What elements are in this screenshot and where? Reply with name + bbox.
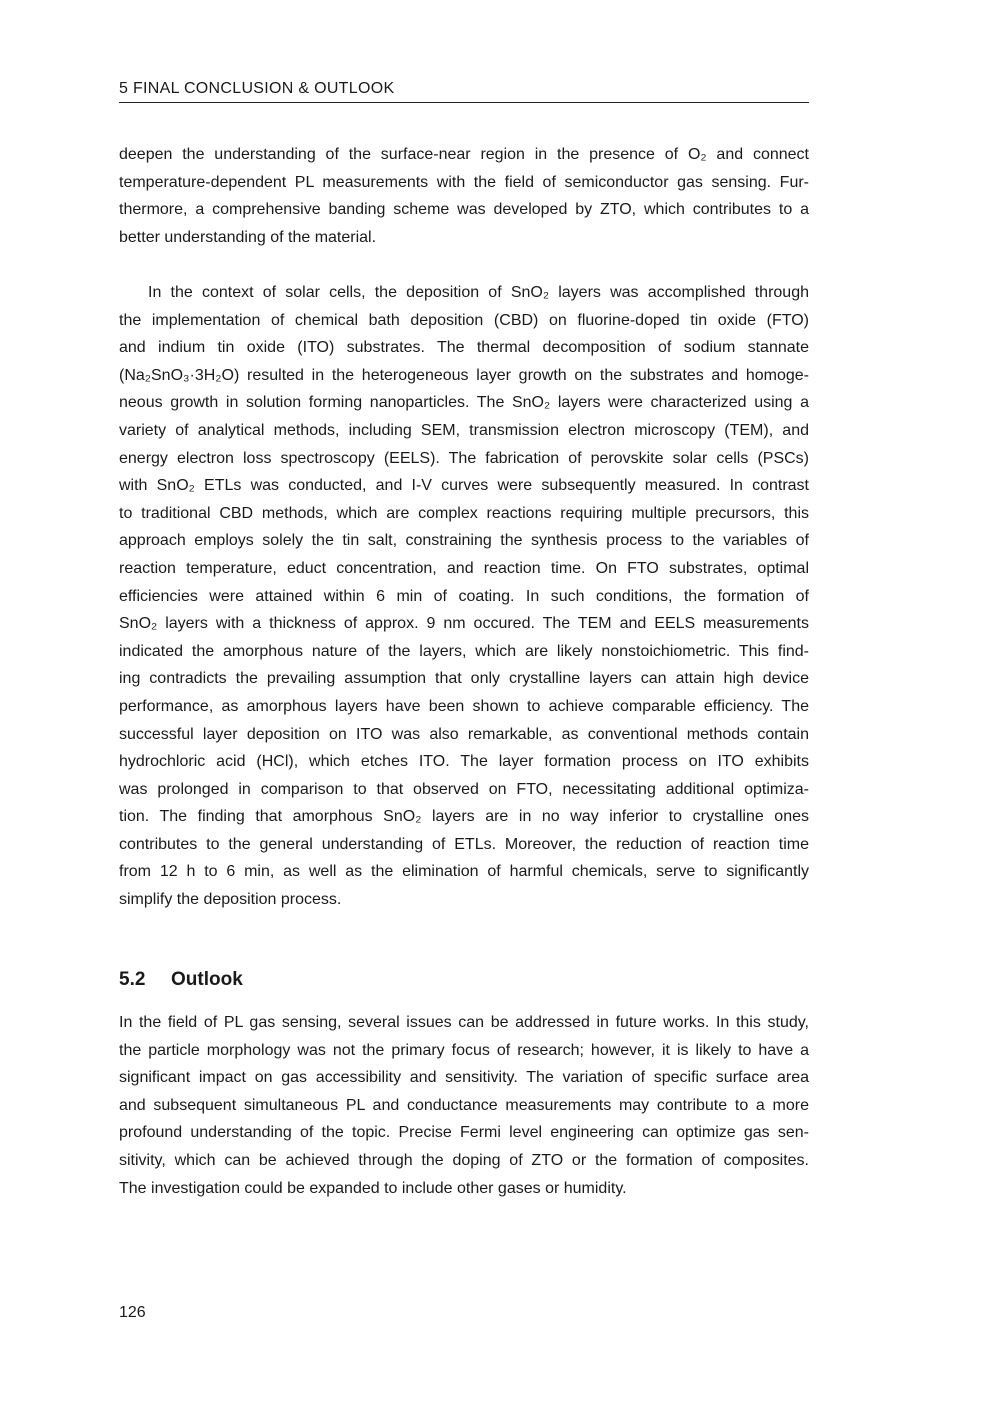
text-line: profound understanding of the topic. Precise Fermi level engineering can optimize gas sen-: [119, 1124, 809, 1142]
section-title: Outlook: [171, 969, 243, 990]
text-line: indicated the amorphous nature of the layers, which are likely nonstoichiometric. This find-: [119, 642, 809, 660]
text-line: ing contradicts the prevailing assumption that only crystalline layers can attain high device: [119, 670, 809, 688]
text-line: performance, as amorphous layers have been shown to achieve comparable efficiency. The: [119, 697, 809, 715]
text-line: contributes to the general understanding of ETLs. Moreover, the reduction of reaction time: [119, 835, 809, 853]
text-line: neous growth in solution forming nanoparticles. The SnO₂ layers were characterized using a: [119, 394, 809, 412]
text-line: and subsequent simultaneous PL and conductance measurements may contribute to a more: [119, 1096, 809, 1114]
section-heading: [119, 969, 243, 991]
text-line: the implementation of chemical bath deposition (CBD) on fluorine-doped tin oxide (FTO): [119, 311, 809, 329]
text-line: (Na₂SnO₃·3H₂O) resulted in the heterogeneous layer growth on the substrates and homoge-: [119, 366, 809, 384]
text-line: simplify the deposition process.: [119, 891, 342, 909]
text-line: The investigation could be expanded to include other gases or humidity.: [119, 1179, 627, 1197]
text-line: sitivity, which can be achieved through the doping of ZTO or the formation of composites.: [119, 1151, 809, 1169]
paragraph-gas-sensing-summary: [119, 141, 809, 251]
text-line: In the context of solar cells, the deposition of SnO₂ layers was accomplished through: [148, 284, 809, 301]
paragraph-solar-cells: [119, 279, 809, 914]
text-line: SnO₂ layers with a thickness of approx. 9 nm occured. The TEM and EELS measurements: [119, 615, 809, 633]
text-line: deepen the understanding of the surface-near region in the presence of O₂ and connect: [119, 146, 809, 163]
text-line: temperature-dependent PL measurements with the field of semiconductor gas sensing. Fur-: [119, 173, 809, 191]
text-line: from 12 h to 6 min, as well as the elimination of harmful chemicals, serve to significantly: [119, 863, 809, 881]
text-line: reaction temperature, educt concentration, and reaction time. On FTO substrates, optimal: [119, 559, 809, 577]
text-line: variety of analytical methods, including SEM, transmission electron microscopy (TEM), and: [119, 421, 809, 439]
text-line: thermore, a comprehensive banding scheme was developed by ZTO, which contributes to a: [119, 201, 809, 219]
text-line: successful layer deposition on ITO was also remarkable, as conventional methods contain: [119, 725, 809, 743]
text-line: tion. The finding that amorphous SnO₂ layers are in no way inferior to crystalline ones: [119, 808, 809, 826]
running-header: 5 FINAL CONCLUSION & OUTLOOK: [119, 80, 809, 103]
text-line: significant impact on gas accessibility and sensitivity. The variation of specific surface area: [119, 1069, 809, 1087]
text-line: efficiencies were attained within 6 min of coating. In such conditions, the formation of: [119, 587, 809, 605]
text-line: In the field of PL gas sensing, several issues can be addressed in future works. In this study,: [119, 1014, 809, 1031]
text-line: energy electron loss spectroscopy (EELS). The fabrication of perovskite solar cells (PSCs): [119, 449, 809, 467]
text-line: the particle morphology was not the primary focus of research; however, it is likely to have a: [119, 1041, 809, 1059]
text-line: to traditional CBD methods, which are complex reactions requiring multiple precursors, this: [119, 504, 809, 522]
text-line: and indium tin oxide (ITO) substrates. The thermal decomposition of sodium stannate: [119, 339, 809, 357]
paragraph-outlook: [119, 1009, 809, 1202]
text-line: better understanding of the material.: [119, 228, 377, 246]
text-line: approach employs solely the tin salt, constraining the synthesis process to the variables of: [119, 532, 809, 550]
section-number: 5.2: [119, 969, 146, 990]
text-line: was prolonged in comparison to that observed on FTO, necessitating additional optimiza-: [119, 780, 809, 798]
page-number: 126: [119, 1304, 146, 1321]
text-line: hydrochloric acid (HCl), which etches ITO. The layer formation process on ITO exhibits: [119, 753, 809, 771]
text-line: with SnO₂ ETLs was conducted, and I-V curves were subsequently measured. In contrast: [119, 477, 809, 495]
